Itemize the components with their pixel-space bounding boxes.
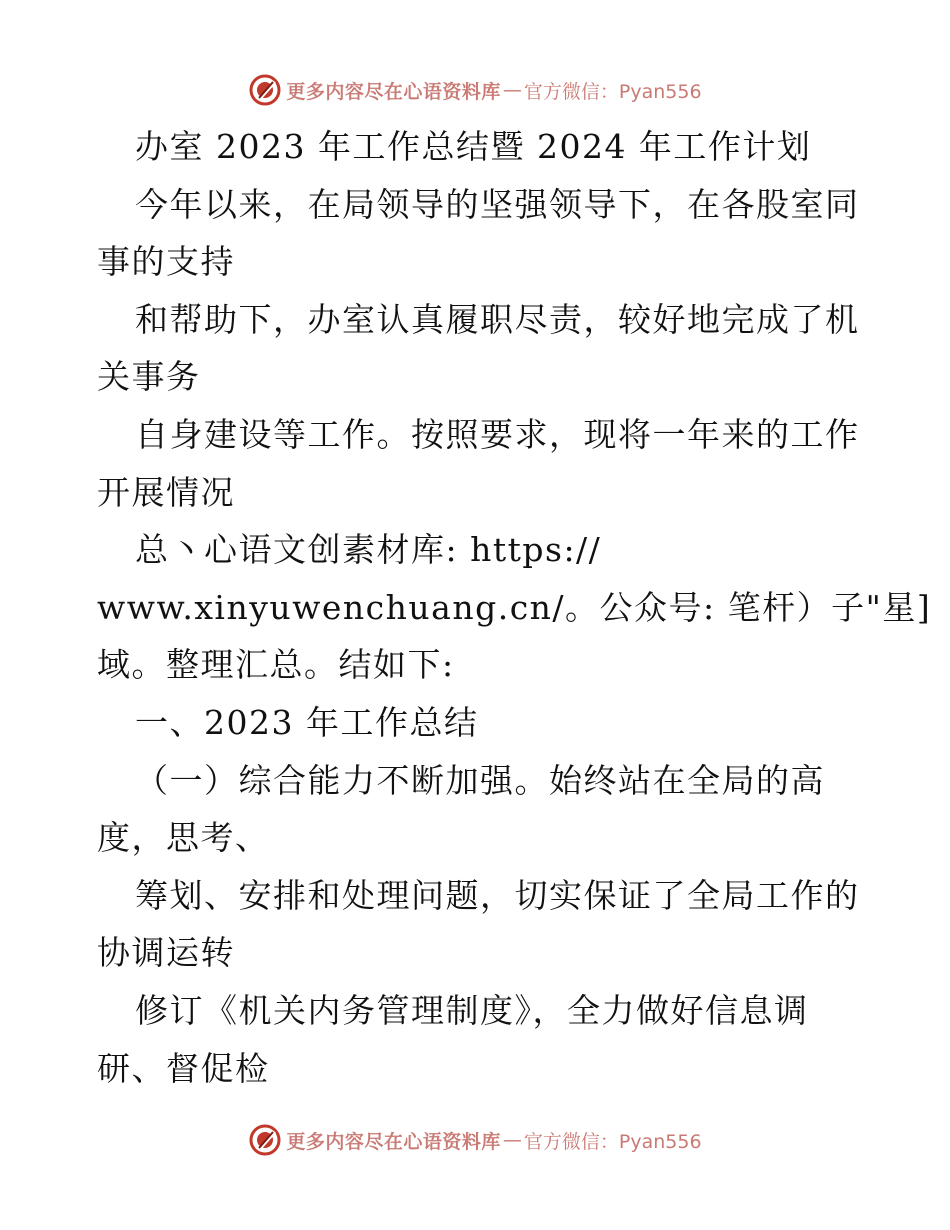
footer-watermark-banner [0,1120,950,1160]
text-line: 度，思考、 [97,818,270,858]
text-line: 域。整理汇总。结如下: [97,645,455,685]
text-line: www.xinyuwenchuang.cn/。公众号: 笔杆）子"星] [97,587,932,627]
text-line: 事的支持 [97,242,235,282]
text-line: 和帮助下，办室认真履职尽责，较好地完成了机 [135,299,860,339]
document-title: 办室 2023 年工作总结暨 2024 年工作计划 [135,127,812,166]
text-line: 修订《机关内务管理制度》，全力做好信息调 [135,990,809,1030]
banner-dash: — [502,79,522,101]
text-line: 开展情况 [97,472,235,512]
text-line: 协调运转 [97,933,235,973]
banner-contact: 官方微信：Pyan556 [523,1130,702,1153]
text-line: 总丶心语文创素材库: https:// [135,530,602,570]
document-body [97,118,932,1097]
header-watermark-banner [0,70,950,110]
text-line: 关事务 [97,357,201,397]
text-line: （一）综合能力不断加强。始终站在全局的高 [135,760,825,800]
text-line: 筹划、安排和处理问题，切实保证了全局工作的 [135,875,860,915]
text-line: 自身建设等工作。按照要求，现将一年来的工作 [135,414,860,454]
banner-dash: — [502,1129,522,1151]
text-line: 研、督促检 [97,1048,270,1088]
text-line: 今年以来，在局领导的坚强领导下，在各股室同 [135,184,860,224]
section-heading: 一、2023 年工作总结 [135,702,479,742]
pen-logo-icon [248,1123,282,1157]
pen-logo-icon [248,73,282,107]
banner-contact: 官方微信：Pyan556 [523,80,702,103]
banner-text: 更多内容尽在心语资料库 [286,80,501,103]
banner-text: 更多内容尽在心语资料库 [286,1130,501,1153]
